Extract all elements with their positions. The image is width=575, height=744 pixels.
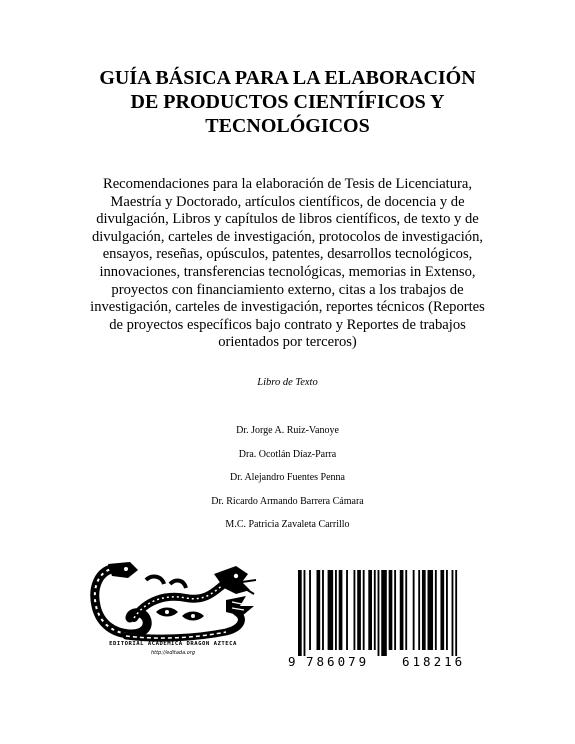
book-description bbox=[70, 176, 505, 352]
barcode-bars bbox=[298, 570, 457, 656]
barcode-bar bbox=[428, 570, 434, 650]
author-list bbox=[0, 424, 575, 542]
publisher-name: EDITORIAL ACADEMICA DRAGON AZTECA bbox=[109, 641, 237, 647]
barcode-bar bbox=[400, 570, 404, 650]
author-name: M.C. Patricia Zavaleta Carrillo bbox=[225, 519, 350, 531]
book-title-line: TECNOLÓGICOS bbox=[205, 115, 370, 137]
book-title-line: DE PRODUCTOS CIENTÍFICOS Y bbox=[130, 91, 445, 113]
description-line: proyectos con financiamiento externo, citas a los trabajos de bbox=[111, 281, 464, 298]
barcode-bar bbox=[455, 570, 457, 656]
book-subtitle: Libro de Texto bbox=[257, 377, 318, 388]
publisher-url: http://editada.org bbox=[150, 650, 196, 656]
barcode-bar bbox=[354, 570, 356, 650]
barcode-bar bbox=[357, 570, 361, 650]
dragon-logo-icon bbox=[86, 560, 258, 642]
description-line: divulgación, carteles de investigación, protocolos de investigación, bbox=[91, 228, 484, 245]
isbn-digit-group-left: 786079 bbox=[306, 654, 370, 669]
barcode-bar bbox=[304, 570, 306, 656]
barcode-bar bbox=[394, 570, 396, 650]
author-name: Dra. Ocotlán Díaz-Parra bbox=[238, 448, 337, 460]
barcode-bar bbox=[328, 570, 334, 650]
barcode-bar bbox=[317, 570, 321, 650]
barcode-bar bbox=[374, 570, 376, 650]
barcode-bar bbox=[435, 570, 437, 650]
author-name: Dr. Alejandro Fuentes Penna bbox=[230, 472, 345, 484]
book-title bbox=[40, 66, 535, 138]
barcode-bar bbox=[322, 570, 324, 650]
description-line: orientados por terceros) bbox=[218, 334, 357, 351]
description-line: innovaciones, transferencias tecnológicas, memorias in Extenso, bbox=[99, 263, 476, 280]
barcode-bar bbox=[418, 570, 420, 650]
description-line: Recomendaciones para la elaboración de Tesis de Licenciatura, bbox=[102, 176, 473, 192]
barcode-bar bbox=[368, 570, 372, 650]
author-name: Dr. Jorge A. Ruiz-Vanoye bbox=[236, 425, 339, 436]
barcode-bar bbox=[446, 570, 448, 650]
barcode-bar bbox=[440, 570, 444, 650]
description-line: Maestría y Doctorado, artículos científicos, de docencia y de bbox=[110, 193, 465, 210]
description-line: de proyectos específicos bajo contrato y Reportes de trabajos bbox=[109, 316, 466, 333]
barcode-bar bbox=[339, 570, 343, 650]
description-line: ensayos, reseñas, opúsculos, patentes, desarrollos tecnológicos, bbox=[102, 246, 473, 263]
barcode-bar bbox=[378, 570, 380, 656]
barcode-bar bbox=[309, 570, 311, 650]
barcode-bar bbox=[363, 570, 365, 650]
barcode-bar bbox=[335, 570, 337, 650]
barcode-icon bbox=[284, 570, 502, 670]
barcode-bar bbox=[346, 570, 348, 650]
barcode-bar bbox=[452, 570, 454, 656]
barcode-bar bbox=[405, 570, 407, 650]
isbn-digit-group-right: 618216 bbox=[402, 654, 466, 669]
barcode-bar bbox=[422, 570, 426, 650]
barcode-bar bbox=[381, 570, 387, 656]
author-name: Dr. Ricardo Armando Barrera Cámara bbox=[211, 495, 364, 507]
description-line: investigación, carteles de investigación, reportes técnicos (Reportes bbox=[90, 299, 485, 316]
barcode-bar bbox=[413, 570, 415, 650]
isbn-digit-prefix: 9 bbox=[288, 654, 296, 669]
barcode-bar bbox=[389, 570, 393, 650]
book-title-line: GUÍA BÁSICA PARA LA ELABORACIÓN bbox=[99, 67, 476, 89]
barcode-bar bbox=[298, 570, 302, 656]
description-line: divulgación, Libros y capítulos de libros científicos, de texto y de bbox=[96, 211, 479, 228]
